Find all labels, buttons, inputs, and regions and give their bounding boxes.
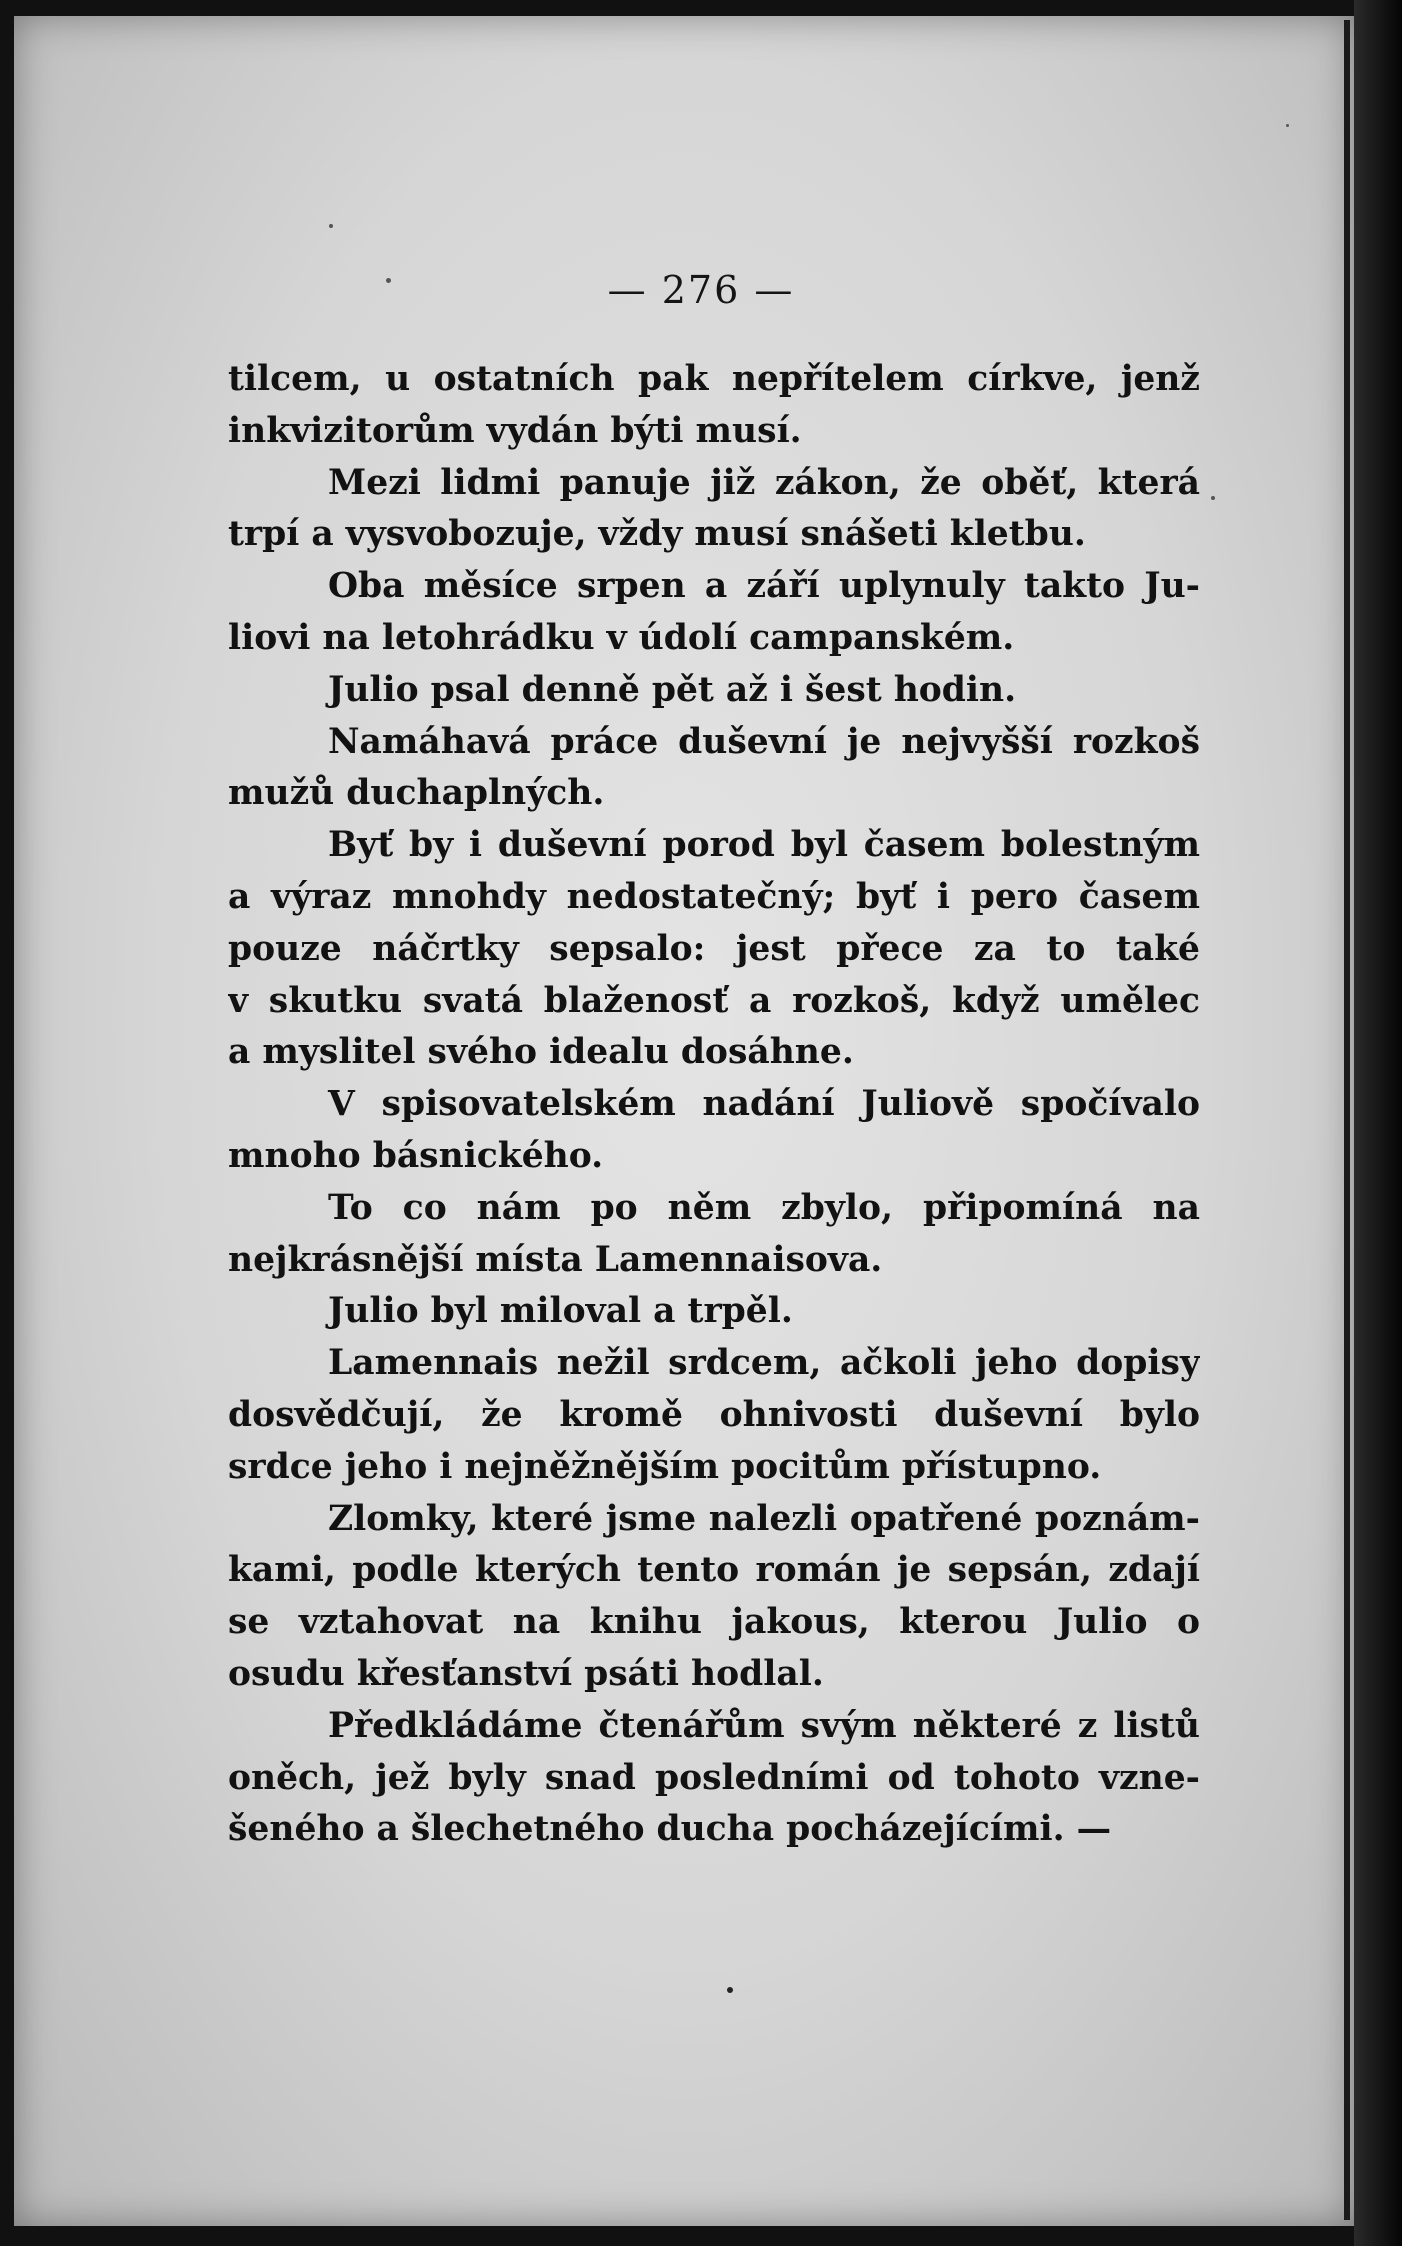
text-line: a myslitel svého idealu dosáhne. bbox=[228, 1032, 854, 1073]
text-line: se vztahovat na knihu jakous, kterou Julio o bbox=[228, 1602, 1200, 1643]
scanner-border bbox=[1354, 0, 1402, 2246]
text-line: oněch, jež byly snad posledními od tohoto vzne- bbox=[228, 1757, 1200, 1798]
dust-speck bbox=[329, 224, 333, 228]
text-line: V spisovatelském nadání Juliově spočívalo bbox=[328, 1084, 1200, 1125]
text-line: dosvědčují, že kromě ohnivosti duševní bylo bbox=[228, 1394, 1200, 1435]
dust-speck bbox=[1211, 496, 1215, 500]
page-number: — 276 — bbox=[607, 268, 795, 312]
page-edge bbox=[1344, 20, 1350, 2220]
text-line: Oba měsíce srpen a září uplynuly takto Ju- bbox=[328, 566, 1200, 607]
text-line: srdce jeho i nejněžnějším pocitům přístupno. bbox=[228, 1446, 1102, 1487]
text-line: Předkládáme čtenářům svým některé z listů bbox=[328, 1705, 1200, 1746]
text-line: v skutku svatá blaženosť a rozkoš, když umělec bbox=[228, 980, 1200, 1021]
text-line: tilcem, u ostatních pak nepřítelem církve, jenž bbox=[228, 359, 1200, 399]
text-line: Mezi lidmi panuje již zákon, že oběť, která bbox=[328, 462, 1200, 503]
text-line: Namáhavá práce duševní je nejvyšší rozkoš bbox=[328, 721, 1200, 762]
text-line: liovi na letohrádku v údolí campanském. bbox=[228, 617, 1015, 658]
text-line: Zlomky, které jsme nalezli opatřené poznám- bbox=[328, 1498, 1200, 1539]
text-line: nejkrásnější místa Lamennaisova. bbox=[228, 1239, 883, 1280]
text-line: inkvizitorům vydán býti musí. bbox=[228, 410, 802, 451]
text-line: Julio psal denně pět až i šest hodin. bbox=[328, 669, 1017, 710]
text-line: trpí a vysvobozuje, vždy musí snášeti kletbu. bbox=[228, 514, 1086, 555]
text-line: Lamennais nežil srdcem, ačkoli jeho dopisy bbox=[328, 1343, 1200, 1384]
text-line: To co nám po něm zbylo, připomíná na bbox=[328, 1187, 1200, 1228]
text-line: kami, podle kterých tento román je sepsán, zdají bbox=[228, 1550, 1200, 1591]
body-text bbox=[228, 354, 1200, 1856]
text-line: mužů duchaplných. bbox=[228, 773, 605, 814]
text-line: šeného a šlechetného ducha pocházejícími. — bbox=[228, 1809, 1112, 1850]
dust-speck bbox=[1286, 124, 1289, 127]
text-line: osudu křesťanství psáti hodlal. bbox=[228, 1653, 824, 1694]
text-line: Byť by i duševní porod byl časem bolestným bbox=[328, 825, 1200, 866]
text-line: mnoho básnického. bbox=[228, 1135, 604, 1176]
text-line: Julio byl miloval a trpěl. bbox=[328, 1291, 793, 1332]
dust-speck bbox=[727, 1987, 733, 1993]
text-line: a výraz mnohdy nedostatečný; byť i pero časem bbox=[228, 876, 1200, 917]
text-line: pouze náčrtky sepsalo: jest přece za to také bbox=[228, 928, 1200, 969]
